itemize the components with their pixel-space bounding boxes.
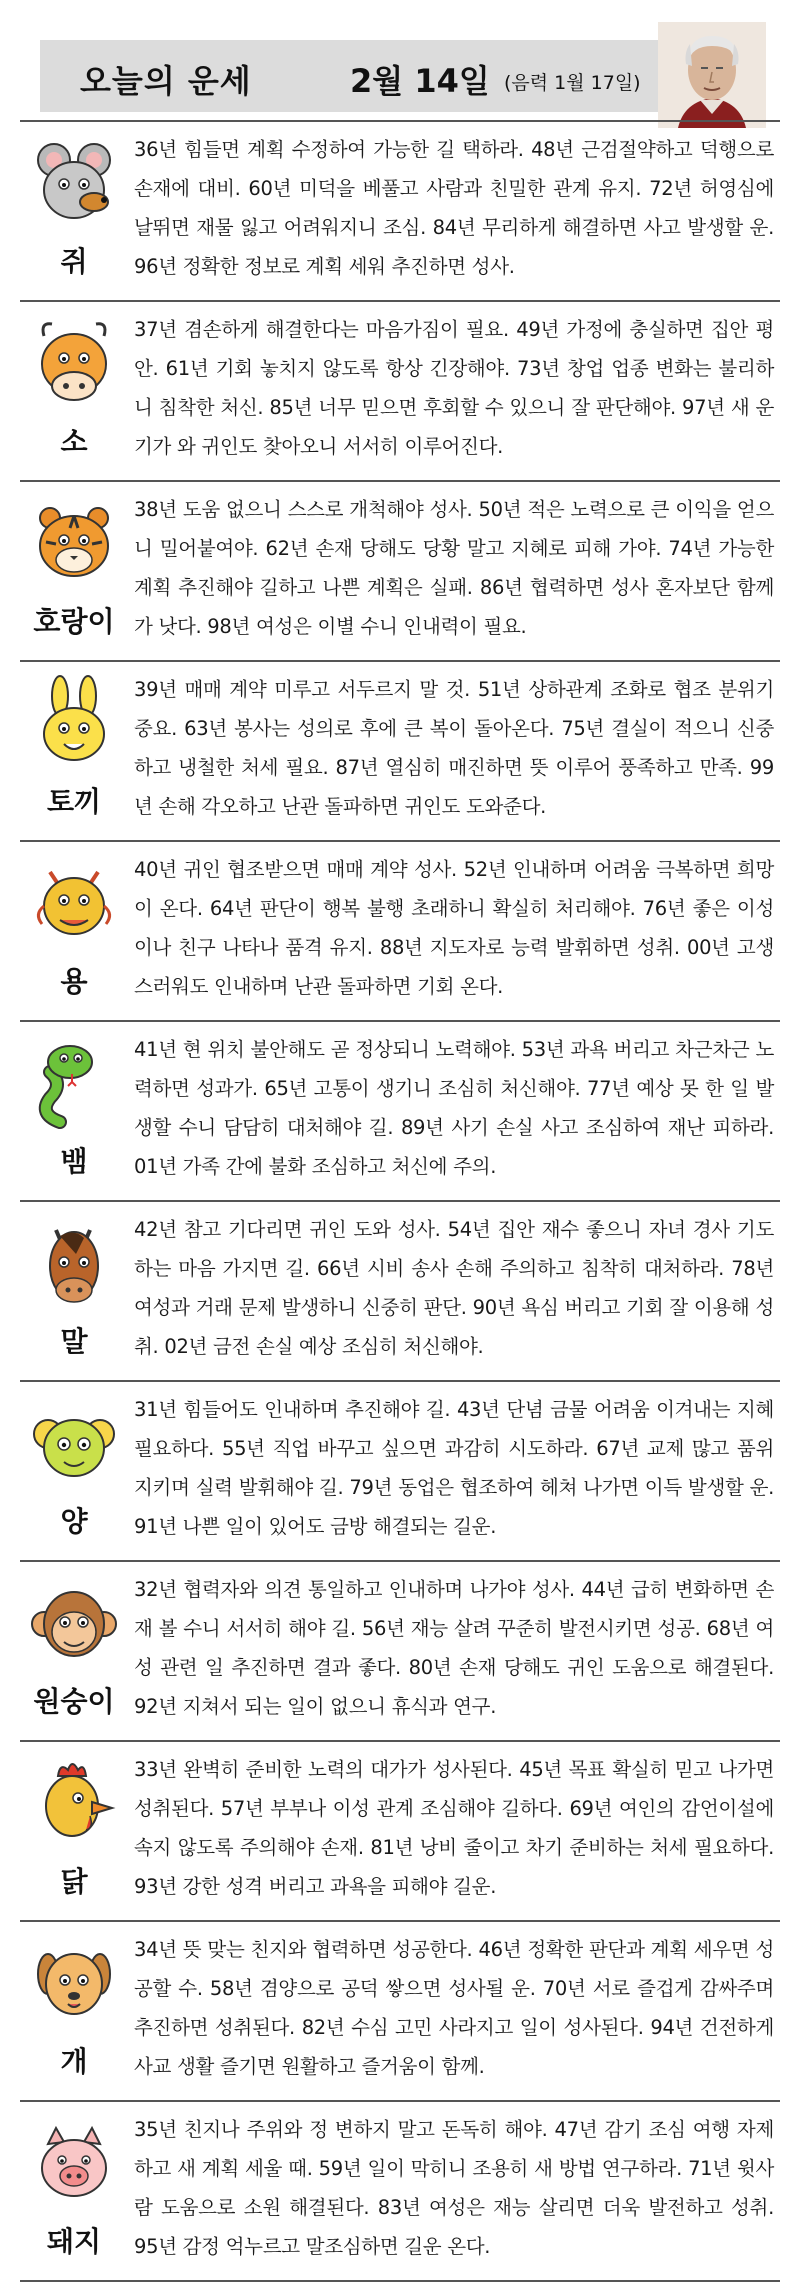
- fortune-list: [20, 120, 780, 2282]
- animal-name: 닭: [60, 1865, 88, 1898]
- pig-icon: [20, 2114, 128, 2214]
- fortune-row-rooster: [20, 1742, 780, 1922]
- snake-icon: [20, 1034, 128, 1134]
- animal-name: 호랑이: [33, 605, 115, 638]
- fortune-row-horse: [20, 1202, 780, 1382]
- header-bar: [40, 40, 690, 112]
- dog-icon: [20, 1934, 128, 2034]
- page-title: 오늘의 운세: [80, 62, 252, 100]
- ox-icon: [20, 314, 128, 414]
- animal-name: 토끼: [46, 785, 102, 818]
- sheep-icon: [20, 1394, 128, 1494]
- tiger-icon: [20, 494, 128, 594]
- animal-name: 개: [60, 2045, 88, 2078]
- fortune-row-monkey: [20, 1562, 780, 1742]
- dragon-icon: [20, 854, 128, 954]
- lunar-date-label: (음력 1월 17일): [504, 72, 641, 94]
- animal-name: 양: [60, 1505, 88, 1538]
- fortune-text: 32년 협력자와 의견 통일하고 인내하며 나가야 성사. 44년 급히 변화하면 손재 볼 수니 서서히 해야 길. 56년 재능 살려 꾸준히 발전시키면 성공. 68년 여성 관련 일 추진하면 결과 좋다. 80년 손재 당해도 귀인 도움으로 해결된다. 92년 지쳐서 되는 일이 없으니 휴식과 연구.: [134, 1578, 774, 1718]
- animal-name: 소: [60, 425, 88, 458]
- author-portrait: [658, 22, 766, 128]
- fortune-text: 36년 힘들면 계획 수정하여 가능한 길 택하라. 48년 근검절약하고 덕행으로 손재에 대비. 60년 미덕을 베풀고 사람과 친밀한 관계 유지. 72년 허영심에 날뛰면 재물 잃고 어려워지니 조심. 84년 무리하게 해결하면 사고 발생할 운. 96년 정확한 정보로 계획 세워 추진하면 성사.: [134, 138, 774, 278]
- fortune-row-rabbit: [20, 662, 780, 842]
- fortune-text: 35년 친지나 주위와 정 변하지 말고 돈독히 해야. 47년 감기 조심 여행 자제하고 새 계획 세울 때. 59년 일이 막히니 조용히 새 방법 연구하라. 71년 윗사람 도움으로 소원 해결된다. 83년 여성은 재능 살리면 더욱 발전하고 성취. 95년 감정 억누르고 말조심하면 길운 온다.: [134, 2118, 774, 2258]
- fortune-text: 42년 참고 기다리면 귀인 도와 성사. 54년 집안 재수 좋으니 자녀 경사 기도하는 마음 가지면 길. 66년 시비 송사 손해 주의하고 침착히 대처하라. 78년 여성과 거래 문제 발생하니 신중히 판단. 90년 욕심 버리고 기회 잘 이용해 성취. 02년 금전 손실 예상 조심히 처신해야.: [134, 1218, 774, 1358]
- fortune-text: 37년 겸손하게 해결한다는 마음가짐이 필요. 49년 가정에 충실하면 집안 평안. 61년 기회 놓치지 않도록 항상 긴장해야. 73년 창업 업종 변화는 불리하니 침착한 처신. 85년 너무 믿으면 후회할 수 있으니 잘 판단해야. 97년 새 운기가 와 귀인도 찾아오니 서서히 이루어진다.: [134, 318, 774, 458]
- rabbit-icon: [20, 674, 128, 774]
- portrait-image: [658, 22, 766, 128]
- rooster-icon: [20, 1754, 128, 1854]
- fortune-row-pig: [20, 2102, 780, 2282]
- animal-name: 용: [60, 965, 88, 998]
- fortune-text: 40년 귀인 협조받으면 매매 계약 성사. 52년 인내하며 어려움 극복하면 희망이 온다. 64년 판단이 행복 불행 초래하니 확실히 처리해야. 76년 좋은 이성이나 친구 나타나 품격 유지. 88년 지도자로 능력 발휘하면 성취. 00년 고생스러워도 인내하며 난관 돌파하면 기회 온다.: [134, 858, 774, 998]
- fortune-text: 34년 뜻 맞는 친지와 협력하면 성공한다. 46년 정확한 판단과 계획 세우면 성공할 수. 58년 겸양으로 공덕 쌓으면 성사될 운. 70년 서로 즐겁게 감싸주며 추진하면 성취된다. 82년 수심 고민 사라지고 일이 성사된다. 94년 건전하게 사교 생활 즐기면 원활하고 즐거움이 함께.: [134, 1938, 774, 2078]
- animal-name: 말: [60, 1325, 88, 1358]
- fortune-text: 38년 도움 없으니 스스로 개척해야 성사. 50년 적은 노력으로 큰 이익을 얻으니 밀어붙여야. 62년 손재 당해도 당황 말고 지혜로 피해 가야. 74년 가능한 계획 추진해야 길하고 나쁜 계획은 실패. 86년 협력하면 성사 혼자보단 함께가 낫다. 98년 여성은 이별 수니 인내력이 필요.: [134, 498, 774, 638]
- fortune-row-snake: [20, 1022, 780, 1202]
- fortune-row-rat: [20, 120, 780, 302]
- fortune-text: 33년 완벽히 준비한 노력의 대가가 성사된다. 45년 목표 확실히 믿고 나가면 성취된다. 57년 부부나 이성 관계 조심해야 길하다. 69년 여인의 감언이설에 속지 않도록 주의해야 손재. 81년 낭비 줄이고 차기 준비하는 처세 필요하다. 93년 강한 성격 버리고 과욕을 피해야 길운.: [134, 1758, 774, 1898]
- animal-name: 돼지: [46, 2225, 102, 2258]
- fortune-row-sheep: [20, 1382, 780, 1562]
- fortune-text: 31년 힘들어도 인내하며 추진해야 길. 43년 단념 금물 어려움 이겨내는 지혜 필요하다. 55년 직업 바꾸고 싶으면 과감히 시도하라. 67년 교제 많고 품위 지키며 실력 발휘해야 길. 79년 동업은 협조하여 헤쳐 나가면 이득 발생할 운. 91년 나쁜 일이 있어도 금방 해결되는 길운.: [134, 1398, 774, 1538]
- animal-name: 원숭이: [33, 1685, 115, 1718]
- fortune-row-dragon: [20, 842, 780, 1022]
- fortune-row-ox: [20, 302, 780, 482]
- horse-icon: [20, 1214, 128, 1314]
- animal-name: 뱀: [60, 1145, 88, 1178]
- fortune-text: 39년 매매 계약 미루고 서두르지 말 것. 51년 상하관계 조화로 협조 분위기 중요. 63년 봉사는 성의로 후에 큰 복이 돌아온다. 75년 결실이 적으니 신중하고 냉철한 처세 필요. 87년 열심히 매진하면 뜻 이루어 풍족하고 만족. 99년 손해 각오하고 난관 돌파하면 귀인도 도와준다.: [134, 678, 774, 818]
- date-label: 2월 14일: [350, 62, 490, 100]
- fortune-row-tiger: [20, 482, 780, 662]
- fortune-row-dog: [20, 1922, 780, 2102]
- monkey-icon: [20, 1574, 128, 1674]
- fortune-text: 41년 현 위치 불안해도 곧 정상되니 노력해야. 53년 과욕 버리고 차근차근 노력하면 성과가. 65년 고통이 생기니 조심히 처신해야. 77년 예상 못 한 일 발생할 수니 담담히 대처해야 길. 89년 사기 손실 사고 조심하여 재난 피하라. 01년 가족 간에 불화 조심하고 처신에 주의.: [134, 1038, 774, 1178]
- animal-name: 쥐: [60, 245, 88, 278]
- rat-icon: [20, 134, 128, 234]
